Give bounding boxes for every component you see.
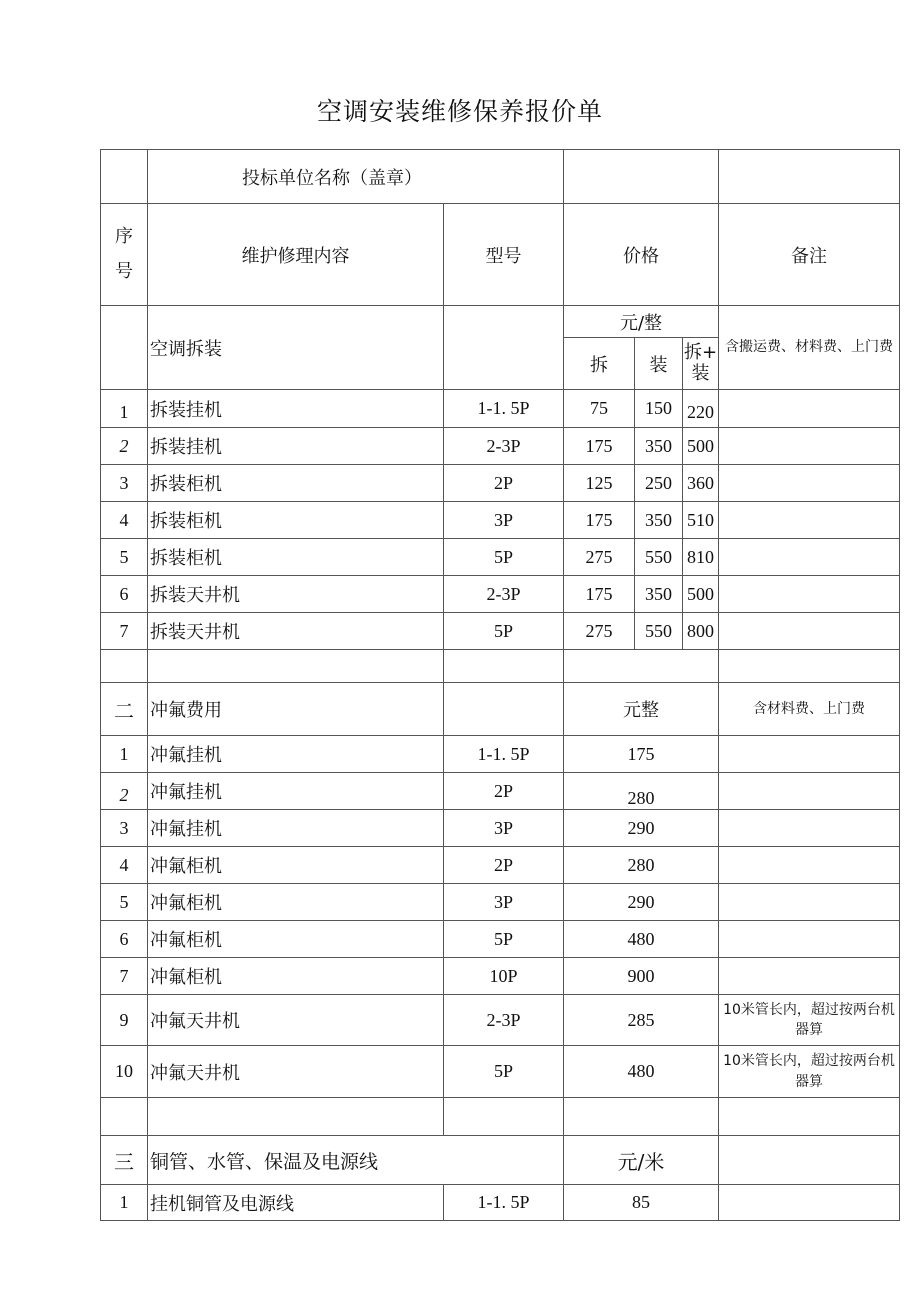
- table-row: [101, 958, 900, 995]
- row-item: 拆装柜机: [148, 539, 444, 576]
- table-row: [101, 613, 900, 650]
- row-note: [719, 613, 900, 650]
- row-install-price: 550: [635, 539, 683, 576]
- row-no: 7: [101, 958, 148, 995]
- row-remove-price: 175: [564, 502, 635, 539]
- row-both-price: 360: [683, 465, 719, 502]
- row-both-price: 510: [683, 502, 719, 539]
- blank-cell: [101, 150, 148, 204]
- row-model: 1-1. 5P: [444, 1185, 564, 1221]
- row-price: 280: [564, 773, 719, 810]
- row-model: 2P: [444, 847, 564, 884]
- row-no: 7: [101, 613, 148, 650]
- row-price: 175: [564, 736, 719, 773]
- spacer-row: [101, 1098, 900, 1136]
- row-item: 冲氟柜机: [148, 847, 444, 884]
- section3-unit: 元/米: [564, 1136, 719, 1185]
- blank-cell: [444, 1098, 564, 1136]
- row-price: 285: [564, 995, 719, 1046]
- row-item: 冲氟挂机: [148, 810, 444, 847]
- table-row: [101, 428, 900, 465]
- row-item: 冲氟天井机: [148, 1046, 444, 1098]
- spacer-row: [101, 650, 900, 683]
- blank-cell: [719, 1098, 900, 1136]
- row-install-price: 150: [635, 390, 683, 428]
- row-install-price: 550: [635, 613, 683, 650]
- row-model: 10P: [444, 958, 564, 995]
- content-header: 维护修理内容: [148, 204, 444, 306]
- row-no: 6: [101, 576, 148, 613]
- row-model: 5P: [444, 1046, 564, 1098]
- row-item: 冲氟柜机: [148, 921, 444, 958]
- row-note: [719, 390, 900, 428]
- blank-cell: [564, 1098, 719, 1136]
- row-item: 拆装挂机: [148, 390, 444, 428]
- row-no: 5: [101, 884, 148, 921]
- row-both-price: 500: [683, 428, 719, 465]
- row-item: 拆装天井机: [148, 613, 444, 650]
- blank-cell: [101, 1098, 148, 1136]
- table-row: [101, 736, 900, 773]
- row-model: 1-1. 5P: [444, 390, 564, 428]
- row-model: 3P: [444, 810, 564, 847]
- row-model: 5P: [444, 921, 564, 958]
- seq-header-top: 序: [115, 226, 133, 248]
- row-model: 2P: [444, 773, 564, 810]
- section1-seq: [101, 306, 148, 390]
- row-no: 3: [101, 465, 148, 502]
- row-note: [719, 576, 900, 613]
- row-model: 3P: [444, 884, 564, 921]
- seq-header: [101, 204, 148, 306]
- section2-no: 二: [101, 683, 148, 736]
- section1-unit: 元/整: [564, 306, 719, 338]
- table-row: [101, 390, 900, 428]
- blank-cell: [564, 650, 719, 683]
- row-both-price: 800: [683, 613, 719, 650]
- row-no: 1: [101, 390, 148, 428]
- blank-cell: [101, 650, 148, 683]
- section2-unit: 元整: [564, 683, 719, 736]
- row-remove-price: 275: [564, 613, 635, 650]
- price-header: 价格: [564, 204, 719, 306]
- row-note: 10米管长内，超过按两台机器算: [719, 1046, 900, 1098]
- table-row: [101, 847, 900, 884]
- sub-header-remove: 拆: [564, 338, 635, 390]
- row-note: [719, 958, 900, 995]
- section3-note: [719, 1136, 900, 1185]
- blank-cell: [148, 650, 444, 683]
- table-row: [101, 884, 900, 921]
- sub-header-both-bottom: 装: [691, 362, 710, 384]
- table-row: [101, 773, 900, 810]
- bidder-name-field[interactable]: [564, 150, 719, 204]
- row-no: 4: [101, 847, 148, 884]
- sub-header-install: 装: [635, 338, 683, 390]
- table-row: [101, 465, 900, 502]
- row-model: 2-3P: [444, 428, 564, 465]
- row-item: 冲氟柜机: [148, 884, 444, 921]
- row-model: 3P: [444, 502, 564, 539]
- table-row: [101, 539, 900, 576]
- row-price: 280: [564, 847, 719, 884]
- row-note: [719, 921, 900, 958]
- row-price: 290: [564, 884, 719, 921]
- seq-header-bottom: 号: [115, 260, 133, 282]
- row-note: [719, 539, 900, 576]
- row-item: 拆装天井机: [148, 576, 444, 613]
- section2-header-row: [101, 683, 900, 736]
- row-price: 290: [564, 810, 719, 847]
- row-remove-price: 125: [564, 465, 635, 502]
- section1-header-row: [101, 306, 900, 338]
- section3-no: 三: [101, 1136, 148, 1185]
- sub-header-both: [683, 338, 719, 390]
- row-no: 10: [101, 1046, 148, 1098]
- row-no: 3: [101, 810, 148, 847]
- model-header: 型号: [444, 204, 564, 306]
- row-note: 10米管长内，超过按两台机器算: [719, 995, 900, 1046]
- row-item: 冲氟挂机: [148, 736, 444, 773]
- row-price: 900: [564, 958, 719, 995]
- row-price: 480: [564, 921, 719, 958]
- header-row: [101, 204, 900, 306]
- row-item: 挂机铜管及电源线: [148, 1185, 444, 1221]
- blank-cell: [148, 1098, 444, 1136]
- table-row: [101, 576, 900, 613]
- row-install-price: 350: [635, 576, 683, 613]
- row-no: 1: [101, 736, 148, 773]
- row-model: 2P: [444, 465, 564, 502]
- row-note: [719, 502, 900, 539]
- table-row: [101, 810, 900, 847]
- row-install-price: 250: [635, 465, 683, 502]
- row-model: 2-3P: [444, 995, 564, 1046]
- row-no: 2: [101, 773, 148, 810]
- table-row: [101, 995, 900, 1046]
- row-remove-price: 175: [564, 576, 635, 613]
- sub-header-both-top: 拆+: [683, 341, 718, 363]
- row-model: 1-1. 5P: [444, 736, 564, 773]
- row-model: 5P: [444, 613, 564, 650]
- row-note: [719, 773, 900, 810]
- row-no: 1: [101, 1185, 148, 1221]
- bidder-row: [101, 150, 900, 204]
- row-no: 5: [101, 539, 148, 576]
- row-note: [719, 1185, 900, 1221]
- row-item: 拆装挂机: [148, 428, 444, 465]
- section2-title: 冲氟费用: [148, 683, 444, 736]
- section3-title: 铜管、水管、保温及电源线: [148, 1136, 564, 1185]
- blank-cell: [719, 650, 900, 683]
- row-remove-price: 175: [564, 428, 635, 465]
- row-note: [719, 736, 900, 773]
- bidder-note-field[interactable]: [719, 150, 900, 204]
- row-note: [719, 810, 900, 847]
- row-item: 拆装柜机: [148, 502, 444, 539]
- section1-model: [444, 306, 564, 390]
- row-no: 2: [101, 428, 148, 465]
- row-item: 拆装柜机: [148, 465, 444, 502]
- section1-note: 含搬运费、材料费、上门费: [719, 306, 900, 390]
- row-no: 6: [101, 921, 148, 958]
- bidder-name-label: 投标单位名称（盖章）: [148, 150, 564, 204]
- row-note: [719, 465, 900, 502]
- row-install-price: 350: [635, 428, 683, 465]
- table-row: [101, 921, 900, 958]
- section2-model: [444, 683, 564, 736]
- row-item: 冲氟柜机: [148, 958, 444, 995]
- row-price: 85: [564, 1185, 719, 1221]
- row-note: [719, 847, 900, 884]
- row-model: 2-3P: [444, 576, 564, 613]
- row-price: 480: [564, 1046, 719, 1098]
- row-both-price: 500: [683, 576, 719, 613]
- row-no: 9: [101, 995, 148, 1046]
- section2-note: 含材料费、上门费: [719, 683, 900, 736]
- row-both-price: 220: [683, 390, 719, 428]
- row-note: [719, 428, 900, 465]
- table-row: [101, 1046, 900, 1098]
- table-row: [101, 502, 900, 539]
- document-title: 空调安装维修保养报价单: [316, 97, 603, 126]
- row-model: 5P: [444, 539, 564, 576]
- row-item: 冲氟天井机: [148, 995, 444, 1046]
- row-no: 4: [101, 502, 148, 539]
- row-remove-price: 275: [564, 539, 635, 576]
- row-item: 冲氟挂机: [148, 773, 444, 810]
- row-install-price: 350: [635, 502, 683, 539]
- row-note: [719, 884, 900, 921]
- table-row: [101, 1185, 900, 1221]
- row-remove-price: 75: [564, 390, 635, 428]
- section1-title: 空调拆装: [148, 306, 444, 390]
- blank-cell: [444, 650, 564, 683]
- section3-header-row: [101, 1136, 900, 1185]
- row-both-price: 810: [683, 539, 719, 576]
- quote-table: [100, 149, 900, 1221]
- note-header: 备注: [719, 204, 900, 306]
